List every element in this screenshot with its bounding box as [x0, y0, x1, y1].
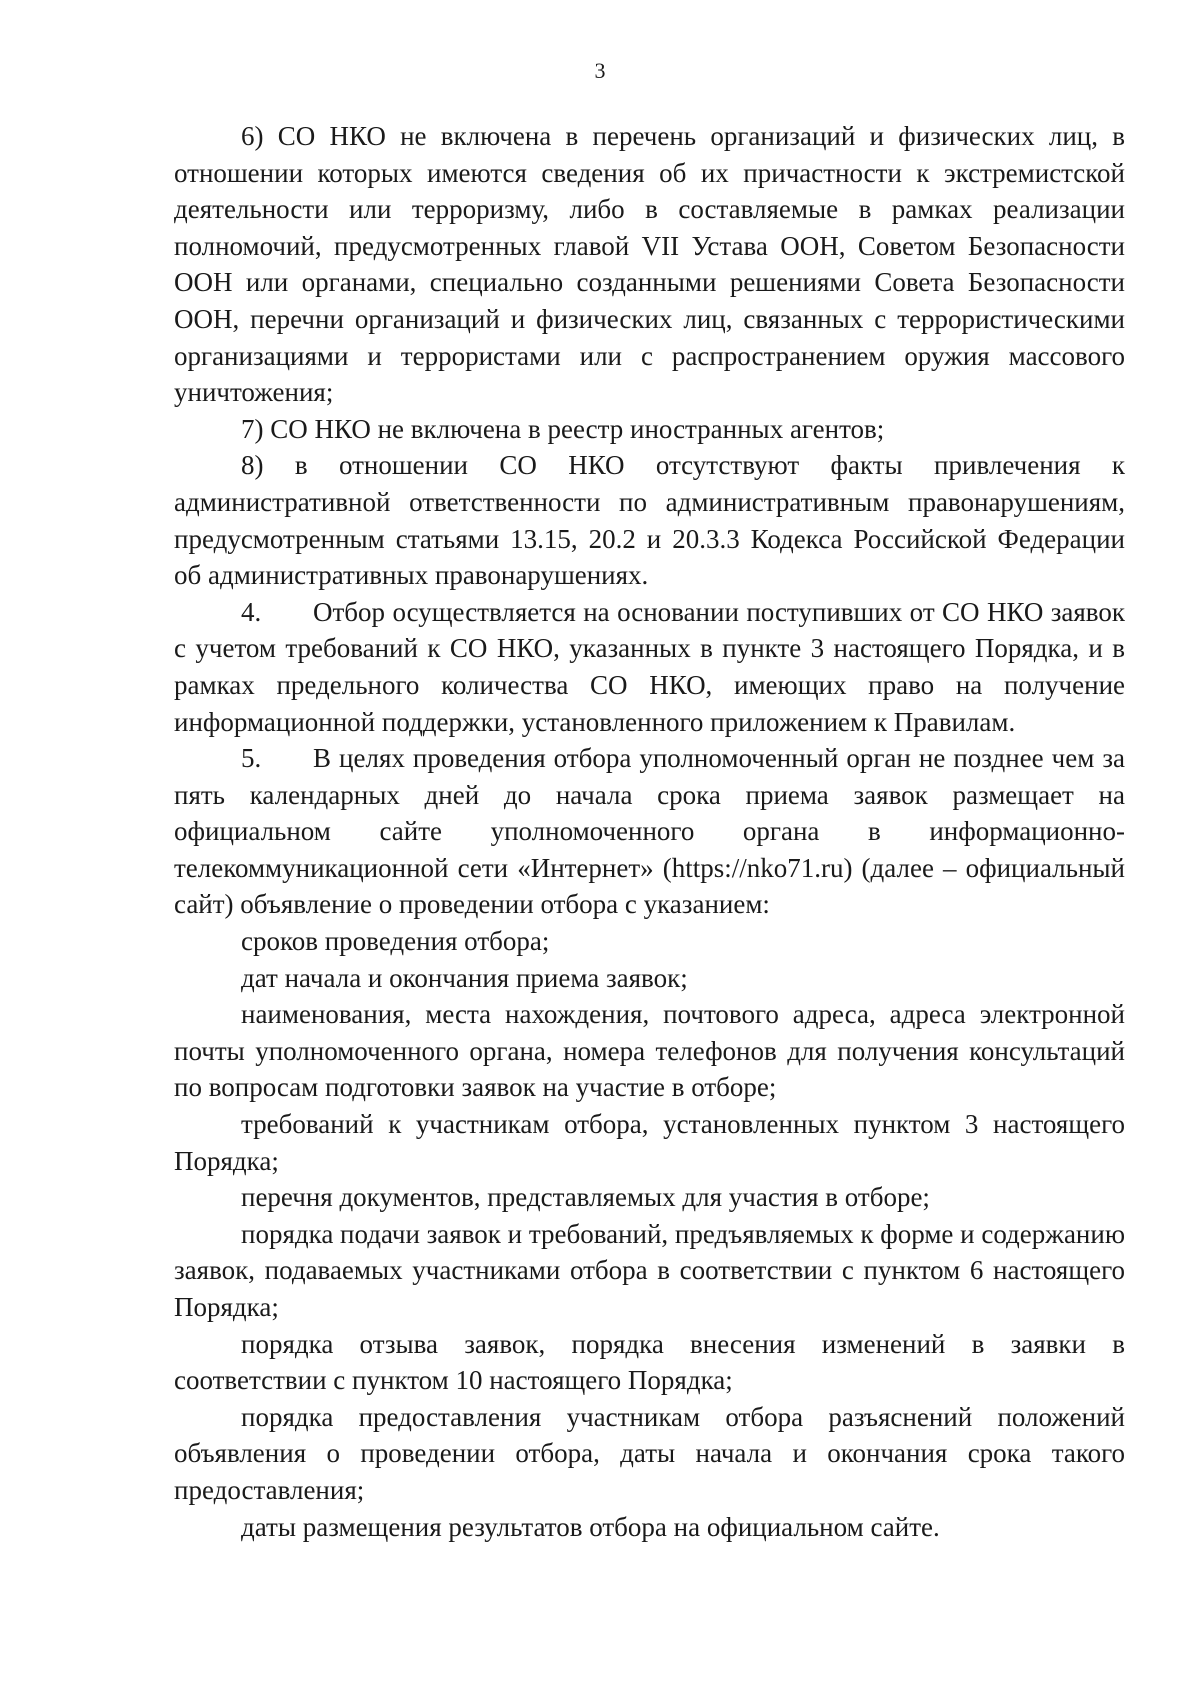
paragraph-item-8: 8) в отношении СО НКО отсутствуют факты привлечения к административной ответственности по административным правонарушениям, предусмотренным статьями 13.15, 20.2 и 20.3.3 Кодекса Российской Федерации об административных правонарушениях. [174, 450, 1125, 591]
paragraph-item-6: 6) СО НКО не включена в перечень организаций и физических лиц, в отношении которых имеются сведения об их причастности к экстремистской деятельности или терроризму, либо в составляемые в рамках реализации полномочий, предусмотренных главой VII Устава ООН, Советом Безопасности ООН или органами, специально созданными решениями Совета Безопасности ООН, перечни организаций и физических лиц, связанных с террористическими организациями и террористами или с распространением оружия массового уничтожения; [174, 121, 1125, 408]
list-item-withdrawal: порядка отзыва заявок, порядка внесения изменений в заявки в соответствии с пунктом 10 настоящего Порядка; [174, 1328, 1125, 1396]
list-item-results-date: даты размещения результатов отбора на официальном сайте. [241, 1511, 940, 1542]
list-item-documents: перечня документов, представляемых для участия в отборе; [241, 1182, 930, 1213]
paragraph-item-7: 7) СО НКО не включена в реестр иностранных агентов; [241, 413, 885, 444]
paragraph-section-5 [174, 740, 1125, 923]
section-number: 5. [241, 743, 262, 774]
list-item-requirements: требований к участникам отбора, установленных пунктом 3 настоящего Порядка; [174, 1109, 1125, 1176]
paragraph-text: В целях проведения отбора уполномоченный орган не позднее чем за пять календарных дней до начала срока приема заявок размещает на официальном сайте уполномоченного органа в информационно-телекоммуникационной сети «Интернет» (https://nko71.ru) (далее – официальный сайт) объявление о проведении отбора с указанием: [174, 743, 1125, 920]
paragraph-text: Отбор осуществляется на основании поступивших от СО НКО заявок с учетом требований к СО НКО, указанных в пункте 3 настоящего Порядка, и в рамках предельного количества СО НКО, имеющих право на получение информационной поддержки, установленного приложением к Правилам. [174, 596, 1125, 737]
list-item-dates: дат начала и окончания приема заявок; [241, 962, 688, 993]
list-item-submission: порядка подачи заявок и требований, предъявляемых к форме и содержанию заявок, подаваемых участниками отбора в соответствии с пунктом 6 настоящего Порядка; [174, 1218, 1125, 1322]
list-item-timeframes: сроков проведения отбора; [241, 926, 550, 957]
page-number: 3 [594, 58, 606, 83]
paragraph-section-4 [174, 594, 1125, 740]
document-body [174, 118, 1125, 1545]
section-number: 4. [241, 596, 262, 627]
list-item-contacts: наименования, места нахождения, почтового адреса, адреса электронной почты уполномоченного органа, номера телефонов для получения консультаций по вопросам подготовки заявок на участие в отборе; [174, 999, 1125, 1103]
list-item-clarifications: порядка предоставления участникам отбора разъяснений положений объявления о проведении отбора, даты начала и окончания срока такого предоставления; [174, 1401, 1125, 1505]
